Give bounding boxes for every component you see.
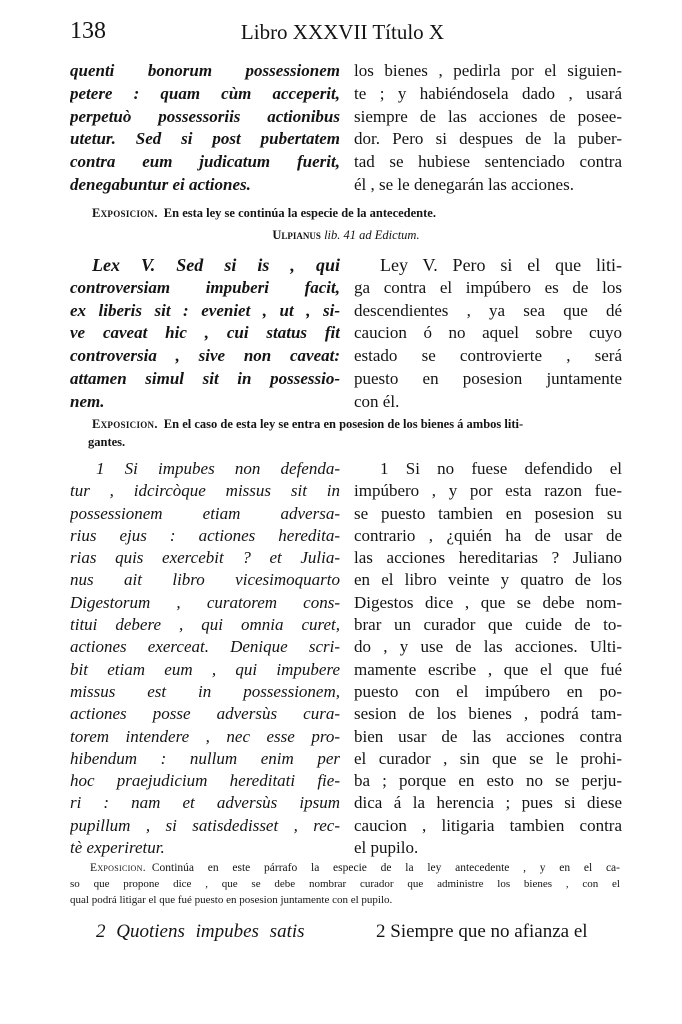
spanish-line: bien usar de las acciones contra	[354, 726, 622, 746]
spanish-line: se puesto tambien en posesion su	[354, 503, 622, 523]
latin-column	[70, 254, 340, 414]
exposicion-text-continued: gantes.	[88, 435, 126, 449]
latin-line: hibendum : nullum enim per	[70, 748, 340, 768]
spanish-line: con él.	[354, 391, 400, 411]
spanish-line: mamente escribe , que el que fué	[354, 659, 622, 679]
latin-line: perpetuò possessoriis actionibus	[70, 106, 340, 126]
spanish-line: los bienes , pedirla por el siguien-	[354, 61, 622, 80]
exposicion-text: Continúa en este párrafo la especie de la ley antecedente , y en el ca-	[151, 862, 620, 874]
spanish-line: do , y use de las acciones. Ulti-	[354, 637, 622, 657]
spanish-line: él , se le denegarán las acciones.	[354, 174, 574, 194]
latin-line: Digestorum , curatorem cons-	[70, 592, 340, 612]
spanish-line: 2 Siempre que no afianza el	[376, 921, 588, 942]
exposicion-label: Exposicion.	[92, 417, 158, 431]
latin-line: rius ejus : actiones heredita-	[70, 525, 340, 545]
latin-line: pupillum , si satisdedisset , rec-	[70, 815, 340, 835]
exposicion-3	[70, 860, 620, 908]
spanish-line: ga contra el impúbero es de los	[354, 277, 622, 297]
spanish-line: estado se controvierte , será	[354, 346, 622, 366]
inscription-author: Ulpianus	[272, 228, 321, 242]
latin-line: rias quis exercebit ? et Julia-	[70, 548, 340, 568]
latin-line: nus ait libro vicesimoquarto	[70, 570, 340, 590]
spanish-line: dor. Pero si despues de la puber-	[354, 129, 622, 149]
spanish-line: sesion de los bienes , podrá tam-	[354, 704, 622, 724]
parallel-block-3	[70, 458, 622, 858]
latin-line: utetur. Sed si post pubertatem	[70, 129, 340, 149]
parallel-block-4	[70, 920, 622, 950]
latin-line: nem.	[70, 391, 105, 411]
latin-line: tur , idcircòque missus sit in	[70, 481, 340, 501]
latin-line: 2 Quotiens impubes satis	[96, 921, 305, 942]
inscription-rest: ad Edictum.	[359, 228, 420, 242]
spanish-line: tad se hubiese sentenciado contra	[354, 152, 622, 172]
spanish-line: caucion ó no aquel sobre cuyo	[354, 323, 622, 343]
spanish-line: te ; y habiéndosela dado , usará	[354, 83, 622, 103]
latin-line: actiones posse adversùs cura-	[70, 704, 340, 724]
spanish-column	[354, 60, 622, 197]
latin-column	[70, 458, 340, 859]
spanish-line: las acciones hereditarias ? Juliano	[354, 548, 622, 568]
exposicion-2	[88, 415, 620, 451]
latin-column	[70, 60, 340, 197]
spanish-line: el pupilo.	[354, 838, 419, 858]
latin-line: ve caveat hic , cui status fit	[70, 323, 340, 343]
spanish-column	[354, 458, 622, 859]
inscription-work: lib. 41	[324, 228, 357, 242]
latin-line: denegabuntur ei actiones.	[70, 174, 251, 194]
latin-column	[70, 920, 340, 944]
latin-line: possessionem etiam adversa-	[70, 503, 340, 523]
latin-line: controversiam impuberi facit,	[70, 277, 340, 297]
spanish-line: contrario , ¿quién ha de usar de	[354, 525, 622, 545]
latin-line: torem intendere , nec esse pro-	[70, 726, 340, 746]
spanish-line: Digestos dice , que se debe nom-	[354, 592, 622, 612]
spanish-column	[354, 254, 622, 414]
exposicion-1	[92, 204, 642, 222]
latin-line: attamen simul sit in possessio-	[70, 368, 340, 388]
latin-line: tè experiretur.	[70, 838, 165, 858]
latin-line: actiones exerceat. Denique scri-	[70, 637, 340, 657]
exposicion-text-continued: qual podrá litigar el que fué puesto en posesion juntamente con el pupilo.	[70, 894, 393, 906]
latin-line: bit etiam eum , qui impubere	[70, 659, 340, 679]
exposicion-text: En esta ley se continúa la especie de la antecedente.	[163, 206, 436, 220]
latin-line: missus est in possessionem,	[70, 681, 340, 701]
parallel-block-1	[70, 60, 622, 198]
spanish-line: brar un curador que cuide de to-	[354, 615, 622, 635]
exposicion-label: Exposicion.	[90, 862, 146, 874]
spanish-line: descendientes , ya sea que dé	[354, 300, 622, 320]
latin-line: 1 Si impubes non defenda-	[96, 459, 340, 478]
latin-line: ri : nam et adversùs ipsum	[70, 793, 340, 813]
latin-line: hoc praejudicium hereditati fie-	[70, 771, 340, 791]
latin-line: Lex V. Sed si is , qui	[92, 255, 340, 275]
spanish-line: 1 Si no fuese defendido el	[380, 459, 622, 478]
spanish-line: el curador , sin que se le prohi-	[354, 748, 622, 768]
running-head: Libro XXXVII Título X	[240, 20, 445, 44]
latin-line: contra eum judicatum fuerit,	[70, 152, 340, 172]
page-header	[70, 18, 615, 48]
spanish-line: impúbero , y por esta razon fue-	[354, 481, 622, 501]
spanish-line: dica á la herencia ; pues si diese	[354, 793, 622, 813]
exposicion-label: Exposicion.	[92, 206, 158, 220]
spanish-line: en el libro veinte y quatro de los	[354, 570, 622, 590]
page-number: 138	[70, 18, 106, 44]
spanish-line: puesto en posesion juntamente	[354, 368, 622, 388]
spanish-line: puesto con el impúbero en po-	[354, 681, 622, 701]
latin-line: titui debere , qui omnia curet,	[70, 615, 340, 635]
spanish-line: ba ; porque en esto no se perju-	[354, 771, 622, 791]
spanish-column	[354, 920, 622, 944]
latin-line: petere : quam cùm acceperit,	[70, 83, 340, 103]
spanish-line: siempre de las acciones de posee-	[354, 106, 622, 126]
parallel-block-2	[70, 254, 622, 412]
spanish-line: caucion , litigaria tambien contra	[354, 815, 622, 835]
latin-line: quenti bonorum possessionem	[70, 61, 340, 80]
exposicion-text-continued: so que propone dice , que se debe nombrar curador que administre los bienes , con el	[70, 878, 620, 890]
law-inscription	[70, 228, 622, 243]
latin-line: controversia , sive non caveat:	[70, 346, 340, 366]
spanish-line: Ley V. Pero si el que liti-	[380, 255, 622, 275]
latin-line: ex liberis sit : eveniet , ut , si-	[70, 300, 340, 320]
exposicion-text: En el caso de esta ley se entra en posesion de los bienes á ambos liti-	[163, 417, 524, 431]
